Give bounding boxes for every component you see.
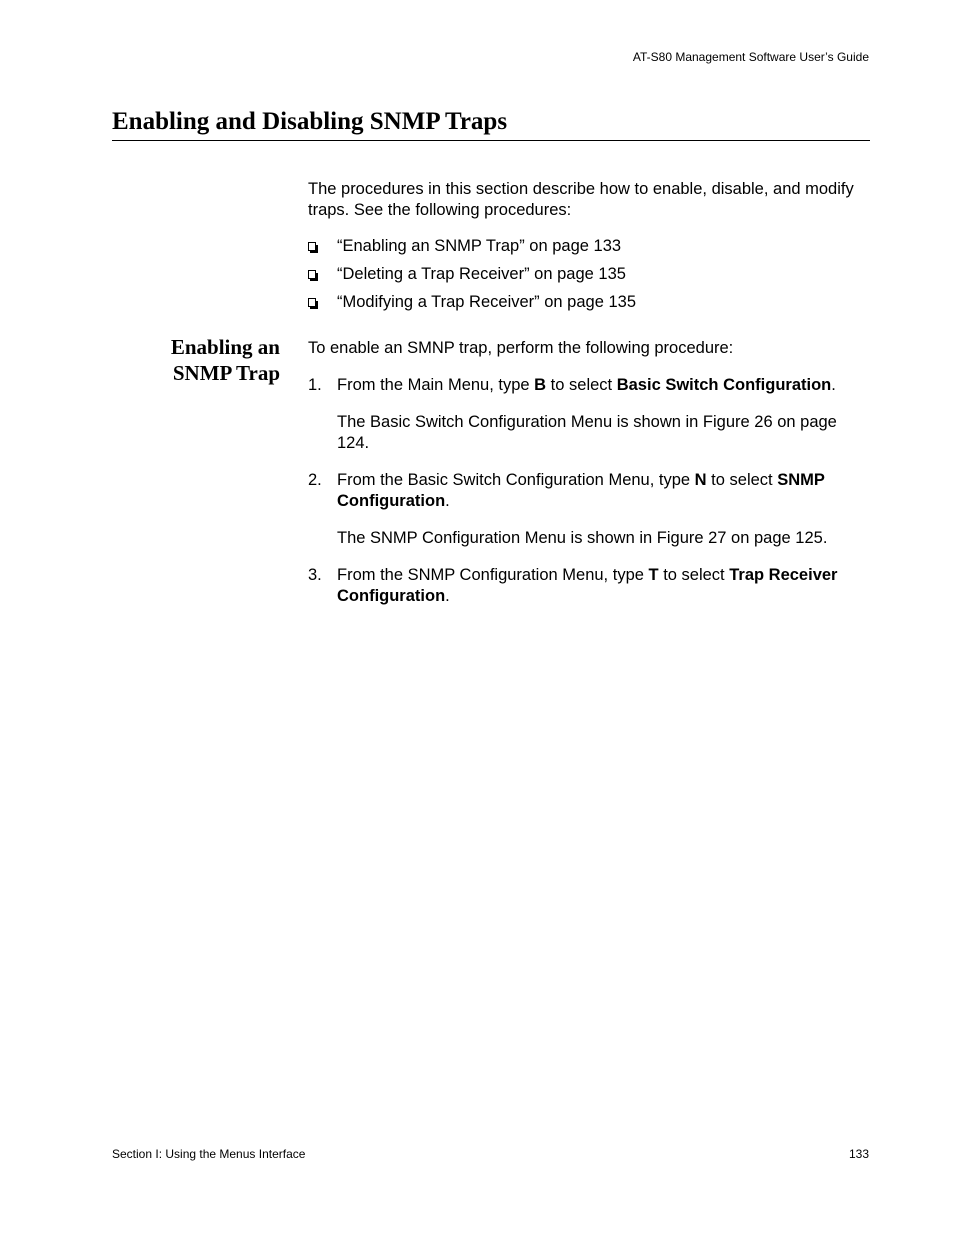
subsection-heading-line: SNMP Trap xyxy=(172,361,280,385)
step-menu-target: SNMP Configuration xyxy=(337,471,825,510)
step-key: B xyxy=(534,376,547,394)
checkbox-bullet-icon xyxy=(308,270,316,279)
section-title: Enabling and Disabling SNMP Traps xyxy=(112,108,508,135)
procedure-link-text[interactable]: “Enabling an SNMP Trap” on page 133 xyxy=(337,237,622,255)
step-menu-target: Basic Switch Configuration xyxy=(616,376,832,394)
checkbox-bullet-icon xyxy=(308,242,316,251)
step-number: 3. xyxy=(308,566,322,584)
step-text: From the Basic Switch Configuration Menu, type N to select SNMP Configuration. xyxy=(337,471,825,510)
step-text: From the Main Menu, type B to select Basic Switch Configuration. xyxy=(337,376,836,394)
footer-page-number: 133 xyxy=(848,1147,869,1161)
step-key: N xyxy=(694,471,707,489)
checkbox-bullet-icon xyxy=(308,298,316,307)
subsection-heading xyxy=(112,334,280,386)
subsection-heading-line: Enabling an xyxy=(170,335,280,359)
step-note: The Basic Switch Configuration Menu is shown in Figure 26 on page 124. xyxy=(337,413,837,452)
step-number: 2. xyxy=(308,471,322,489)
subsection-intro: To enable an SMNP trap, perform the following procedure: xyxy=(308,339,734,357)
procedure-link-text[interactable]: “Modifying a Trap Receiver” on page 135 xyxy=(337,293,636,311)
step-note: The SNMP Configuration Menu is shown in Figure 27 on page 125. xyxy=(337,529,828,547)
step-key: T xyxy=(648,566,659,584)
running-header: AT-S80 Management Software User’s Guide xyxy=(632,50,869,64)
title-divider xyxy=(112,140,870,141)
intro-paragraph: The procedures in this section describe how to enable, disable, and modify traps. See the following procedures: xyxy=(308,180,854,219)
footer-section-label: Section I: Using the Menus Interface xyxy=(112,1147,306,1161)
procedure-link-text[interactable]: “Deleting a Trap Receiver” on page 135 xyxy=(337,265,626,283)
step-text: From the SNMP Configuration Menu, type T to select Trap Receiver Configuration. xyxy=(337,566,838,605)
step-number: 1. xyxy=(308,376,322,394)
step-menu-target: Trap Receiver Configuration xyxy=(337,566,838,605)
